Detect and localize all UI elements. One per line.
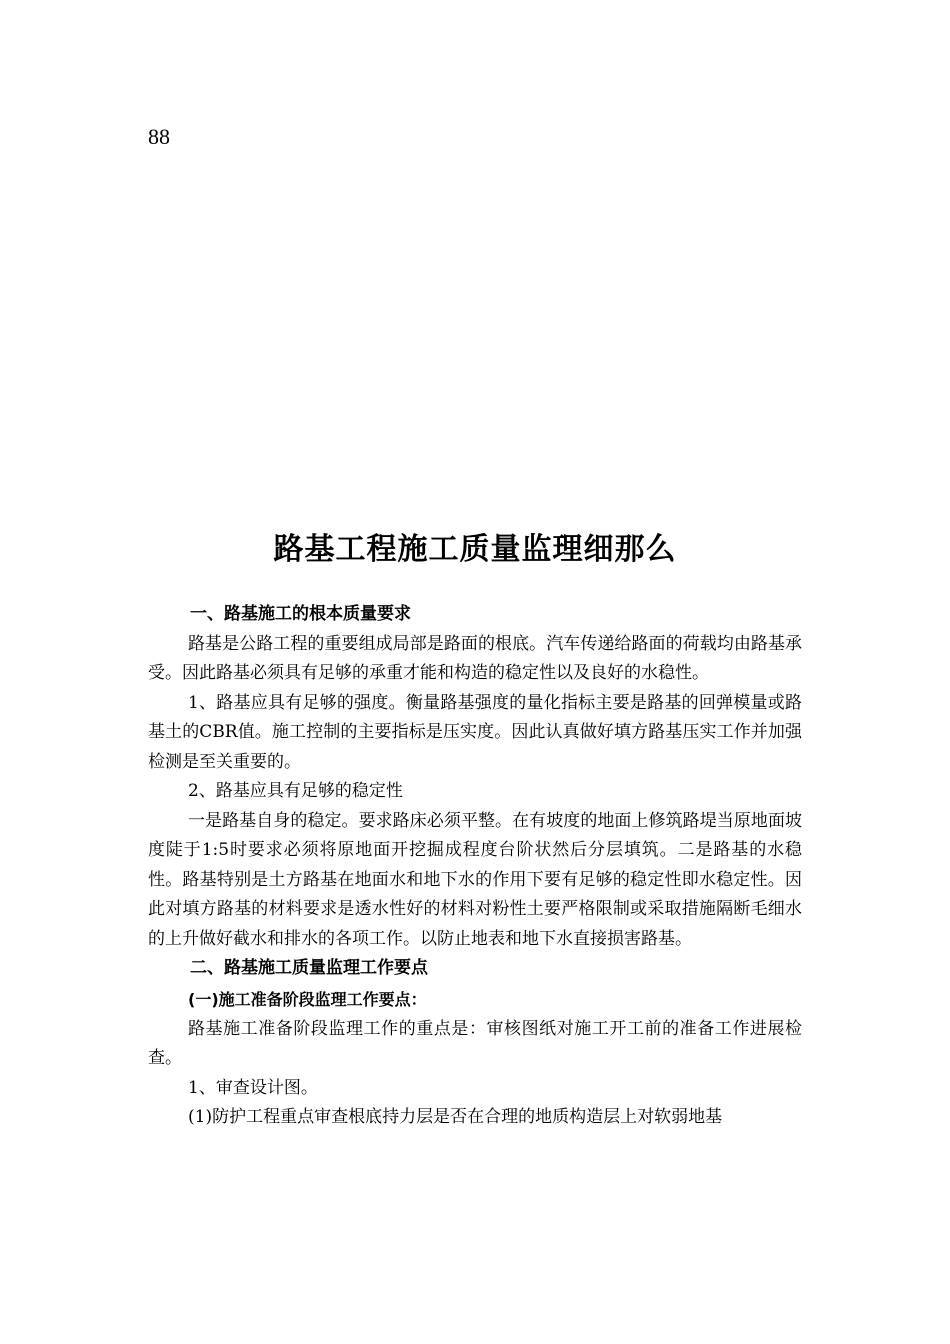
paragraph: 路基施工准备阶段监理工作的重点是：审核图纸对施工开工前的准备工作进展检查。 (148, 1018, 802, 1068)
paragraph: 2、路基应具有足够的稳定性 (188, 781, 403, 801)
paragraph: 路基是公路工程的重要组成局部是路面的根底。汽车传递给路面的荷载均由路基承受。因此路基必须具有足够的承重才能和构造的稳定性以及良好的水稳性。 (148, 633, 802, 683)
paragraph: 一是路基自身的稳定。要求路床必须平整。在有坡度的地面上修筑路堤当原地面坡度陡于1:5时要求必须将原地面开挖掘成程度台阶状然后分层填筑。二是路基的水稳性。路基特别是土方路基在地面水和地下水的作用下要有足够的稳定性即水稳定性。因此对填方路基的材料要求是透水性好的材料对粉性土要严格限制或采取措施隔断毛细水的上升做好截水和排水的各项工作。以防止地表和地下水直接损害路基。 (148, 810, 802, 949)
paragraph: 1、路基应具有足够的强度。衡量路基强度的量化指标主要是路基的回弹模量或路基土的CBR值。施工控制的主要指标是压实度。因此认真做好填方路基压实工作并加强检测是至关重要的。 (148, 692, 802, 772)
section-heading: 二、路基施工质量监理工作要点 (190, 958, 428, 978)
section-heading: 一、路基施工的根本质量要求 (190, 604, 411, 624)
subsection-heading: (一)施工准备阶段监理工作要点： (188, 989, 427, 1009)
paragraph: 1、审查设计图。 (188, 1077, 318, 1098)
paragraph: (1)防护工程重点审查根底持力层是否在合理的地质构造层上对软弱地基 (188, 1107, 723, 1127)
document-body (148, 600, 802, 1133)
page-number: 88 (148, 124, 170, 149)
document-title: 路基工程施工质量监理细那么 (273, 532, 677, 567)
